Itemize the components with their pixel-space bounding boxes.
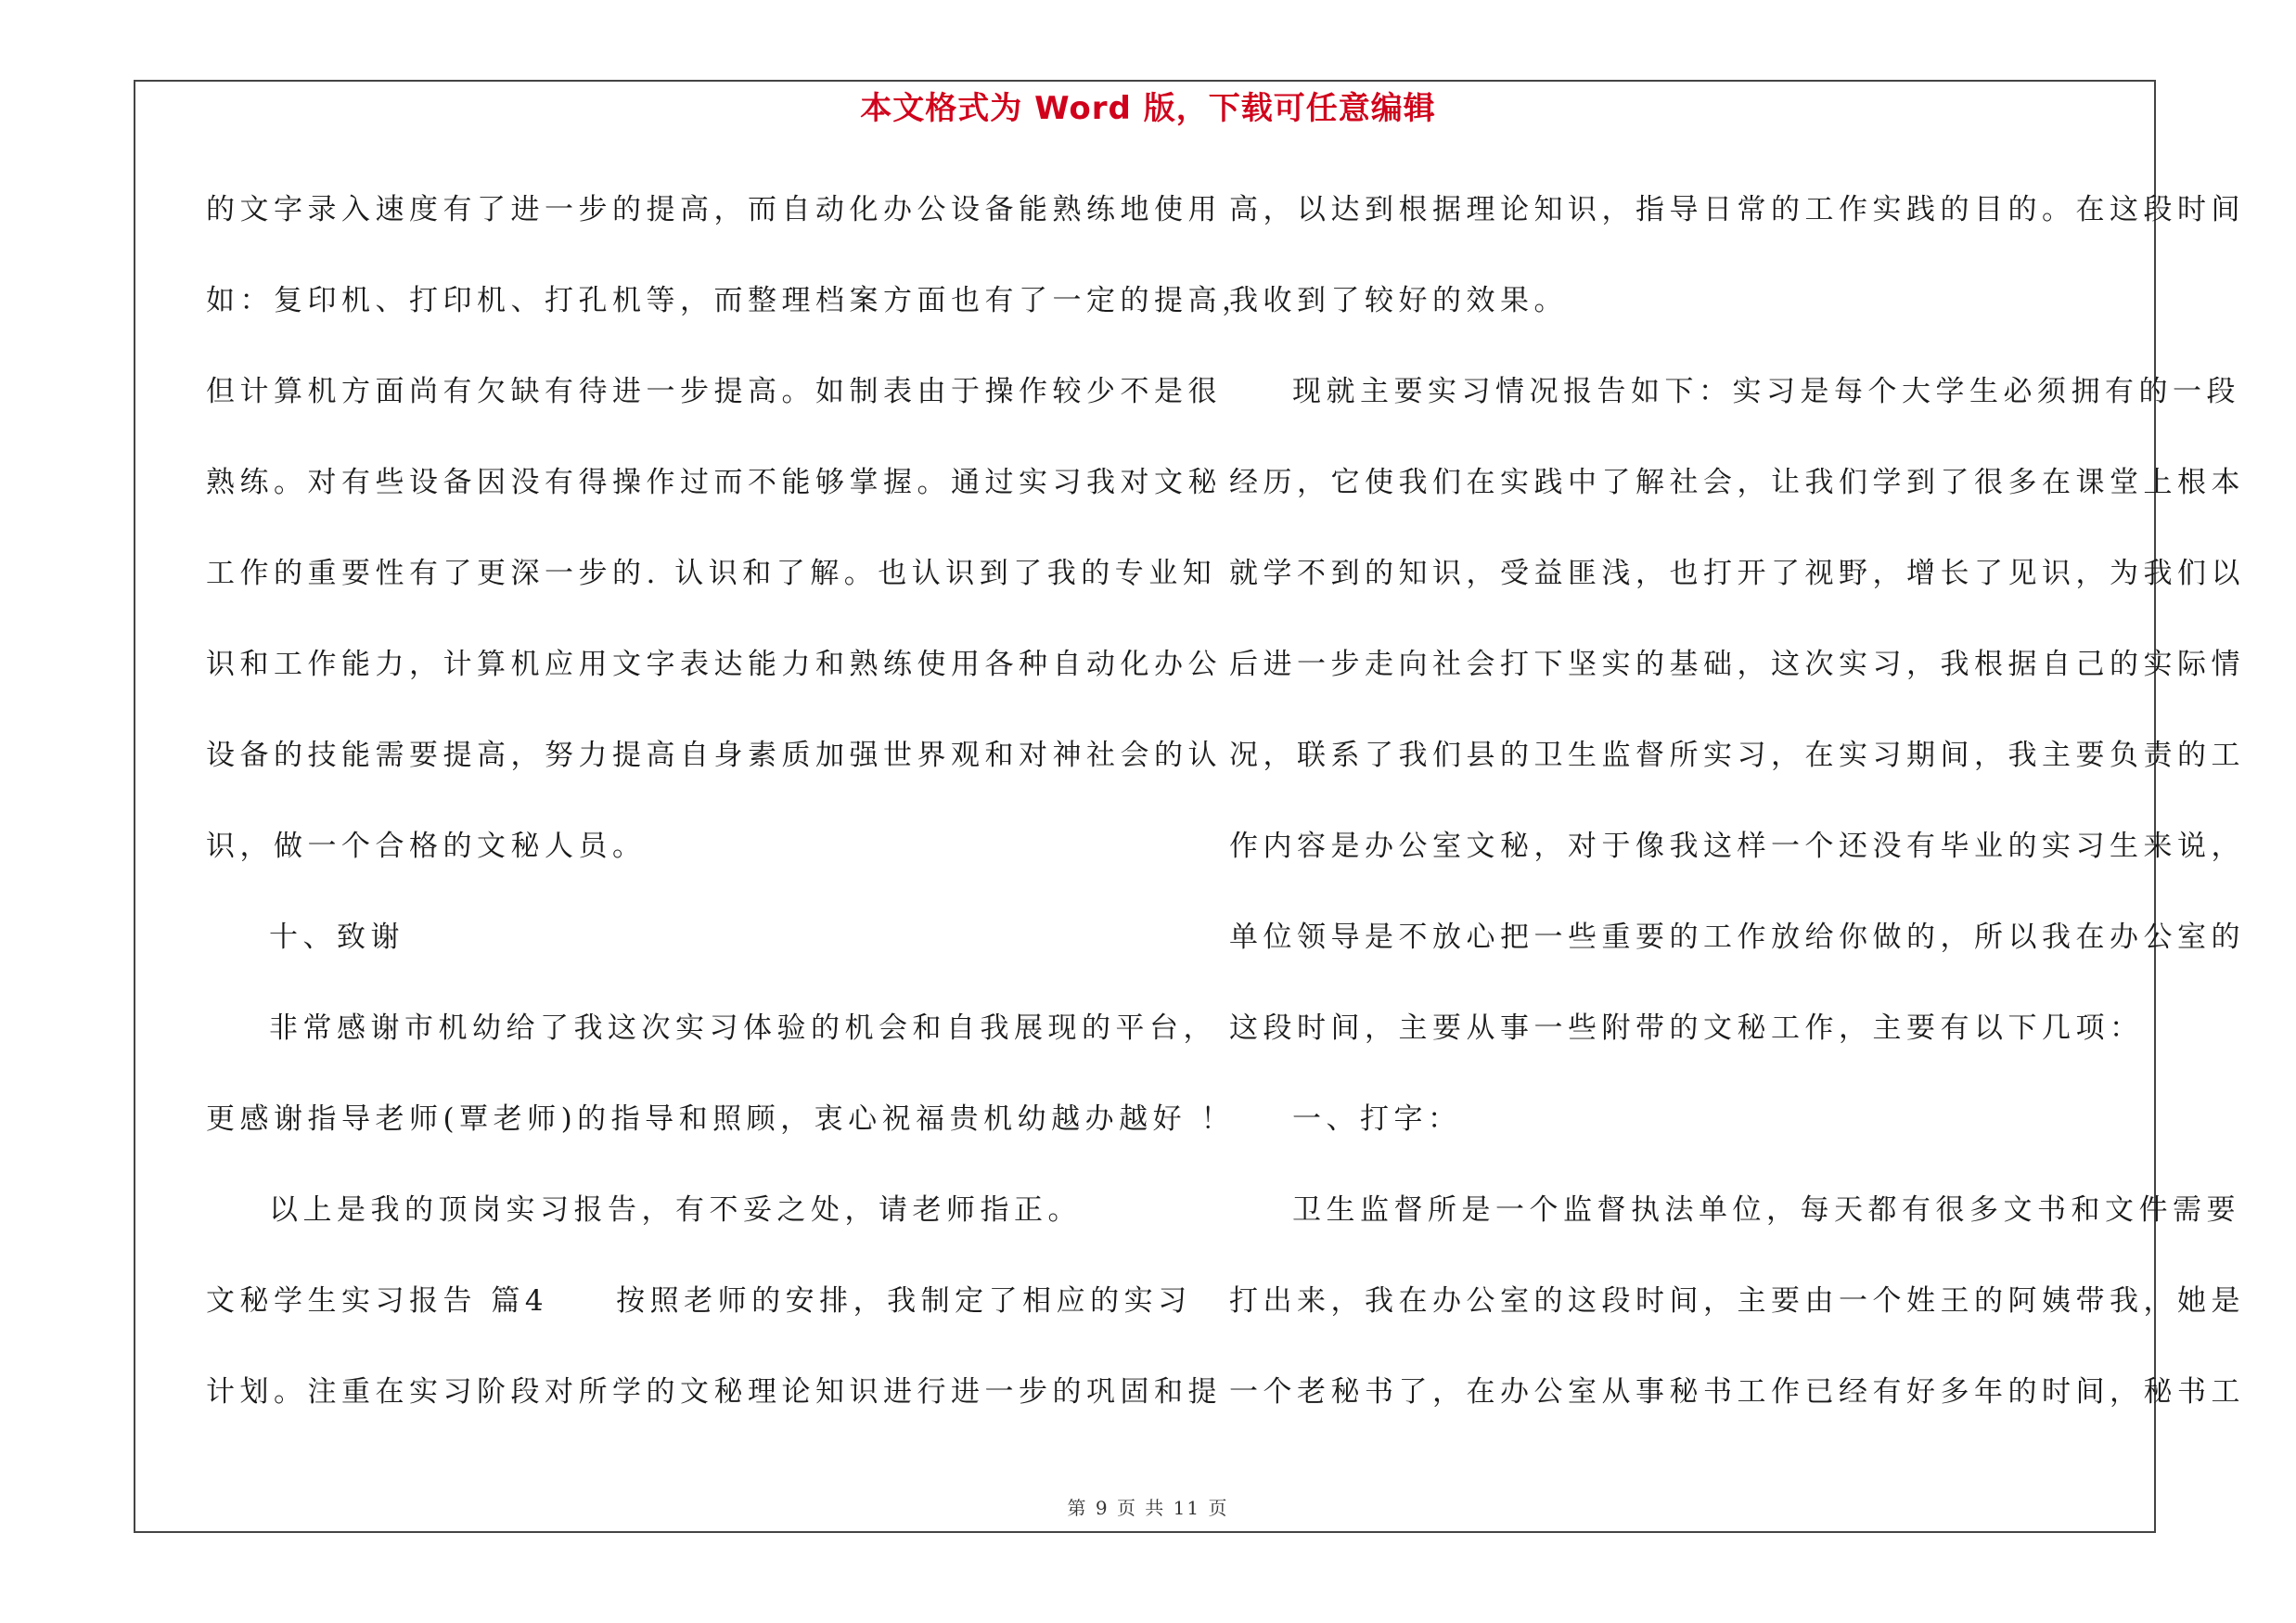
text-line: 如：复印机、打印机、打孔机等，而整理档案方面也有了一定的提高，: [206, 284, 1256, 317]
page-footer: 第 9 页 共 11 页: [1067, 1497, 1229, 1519]
text-line: 高，以达到根据理论知识，指导日常的工作实践的目的。在这段时间: [1229, 193, 2245, 226]
text-line: 后进一步走向社会打下坚实的基础，这次实习，我根据自己的实际情: [1229, 648, 2245, 681]
text-line: 设备的技能需要提高，努力提高自身素质加强世界观和对神社会的认: [206, 739, 1222, 772]
text-line: 一、打字：: [1292, 1102, 1462, 1136]
text-line: 打出来，我在办公室的这段时间，主要由一个姓王的阿姨带我，她是: [1229, 1284, 2245, 1318]
left-column: [206, 182, 1256, 1455]
text-line: 作内容是办公室文秘，对于像我这样一个还没有毕业的实习生来说，: [1229, 830, 2245, 863]
text-line: 就学不到的知识，受益匪浅，也打开了视野，增长了见识，为我们以: [1229, 557, 2245, 590]
text-line: 经历，它使我们在实践中了解社会，让我们学到了很多在课堂上根本: [1229, 466, 2245, 499]
text-line: 一个老秘书了，在办公室从事秘书工作已经有好多年的时间，秘书工: [1229, 1375, 2245, 1409]
text-line: 十、致谢: [269, 921, 404, 954]
text-line: 单位领导是不放心把一些重要的工作放给你做的，所以我在办公室的: [1229, 921, 2245, 954]
text-line: 的文字录入速度有了进一步的提高，而自动化办公设备能熟练地使用: [206, 193, 1222, 226]
text-line: 识和工作能力，计算机应用文字表达能力和熟练使用各种自动化办公: [206, 648, 1222, 681]
text-line: 熟练。对有些设备因没有得操作过而不能够掌握。通过实习我对文秘: [206, 466, 1222, 499]
text-line: 我收到了较好的效果。: [1229, 284, 1568, 317]
text-line: 卫生监督所是一个监督执法单位，每天都有很多文书和文件需要: [1292, 1193, 2240, 1227]
text-line: 识，做一个合格的文秘人员。: [206, 830, 647, 863]
text-line: 非常感谢市机幼给了我这次实习体验的机会和自我展现的平台，: [269, 1011, 1217, 1045]
right-column: [1229, 182, 2245, 1455]
text-line: 况，联系了我们县的卫生监督所实习，在实习期间，我主要负责的工: [1229, 739, 2245, 772]
format-banner: 本文格式为 Word 版，下载可任意编辑: [860, 90, 1436, 127]
text-line: 以上是我的顶岗实习报告，有不妥之处，请老师指正。: [269, 1193, 1082, 1227]
text-line: 计划。注重在实习阶段对所学的文秘理论知识进行进一步的巩固和提: [206, 1375, 1222, 1409]
text-line: 工作的重要性有了更深一步的. 认识和了解。也认识到了我的专业知: [206, 557, 1217, 590]
text-line: 现就主要实习情况报告如下：实习是每个大学生必须拥有的一段: [1292, 375, 2240, 408]
text-line: 更感谢指导老师(覃老师)的指导和照顾，衷心祝福贵机幼越办越好 ！: [206, 1102, 1236, 1136]
text-line: 但计算机方面尚有欠缺有待进一步提高。如制表由于操作较少不是很: [206, 375, 1222, 408]
text-line: 这段时间，主要从事一些附带的文秘工作，主要有以下几项：: [1229, 1011, 2144, 1045]
text-line: 文秘学生实习报告 篇4 按照老师的安排，我制定了相应的实习: [206, 1284, 1192, 1318]
